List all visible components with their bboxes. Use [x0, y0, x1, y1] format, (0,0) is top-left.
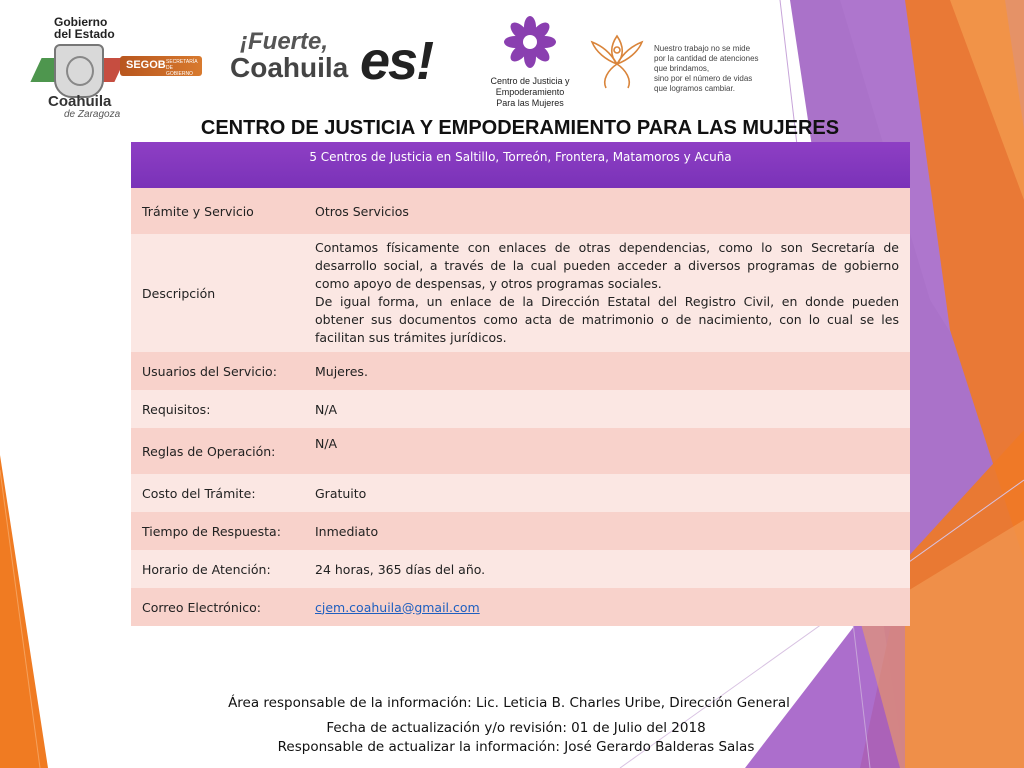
row-label: Reglas de Operación: — [131, 428, 304, 474]
slogan-line5: que logramos cambiar. — [654, 84, 735, 93]
footer-responsible-area: Área responsable de la información: Lic. Leticia B. Charles Uribe, Dirección General — [228, 695, 790, 711]
table-row — [131, 588, 910, 626]
coat-of-arms-icon — [54, 44, 104, 98]
gobierno-logo-state: Coahuila — [48, 93, 112, 110]
cjem-logo-line2: Empoderamiento — [495, 87, 565, 97]
row-label: Tiempo de Respuesta: — [131, 512, 304, 550]
row-value: Mujeres. — [304, 352, 910, 390]
row-label: Usuarios del Servicio: — [131, 352, 304, 390]
description-paragraph-1: Contamos físicamente con enlaces de otras dependencias, como lo son Secretaría de desarrollo social, a través de la cual pueden acceder a diversos programas de gobierno como apoyo de despensas, y otros programas sociales. — [315, 240, 899, 291]
table-row — [131, 234, 910, 352]
row-value — [304, 588, 910, 626]
cjem-logo-line1: Centro de Justicia y — [490, 76, 570, 86]
fuerte-logo-line1: ¡Fuerte, — [240, 28, 329, 55]
row-value: Gratuito — [304, 474, 910, 512]
cjem-logo — [480, 16, 580, 112]
table-row — [131, 428, 910, 474]
gobierno-logo-line2: del Estado — [54, 27, 115, 41]
row-label: Descripción — [131, 234, 304, 352]
row-value: Inmediato — [304, 512, 910, 550]
fuerte-coahuila-logo — [228, 28, 450, 98]
row-label: Requisitos: — [131, 390, 304, 428]
footer-update-responsible: Responsable de actualizar la información: José Gerardo Balderas Salas — [277, 739, 755, 755]
slogan-logo — [582, 30, 782, 96]
lotus-figure-icon — [586, 30, 648, 92]
segob-badge — [120, 56, 202, 76]
slogan-line1: Nuestro trabajo no se mide — [654, 44, 751, 53]
row-value: N/A — [304, 390, 910, 428]
fuerte-logo-line2: Coahuila — [230, 52, 349, 83]
table-row — [131, 474, 910, 512]
gobierno-logo-state-sub: de Zaragoza — [64, 109, 121, 120]
table-header: 5 Centros de Justicia en Saltillo, Torreón, Frontera, Matamoros y Acuña — [131, 142, 910, 188]
segob-sublabel: SECRETARÍA DE GOBIERNO — [166, 59, 198, 77]
row-label: Trámite y Servicio — [131, 188, 304, 234]
flower-icon — [504, 16, 556, 68]
slogan-line4: sino por el número de vidas — [654, 74, 753, 83]
slogan-line2: por la cantidad de atenciones — [654, 54, 759, 63]
service-info-table — [131, 142, 910, 626]
footer-update-date: Fecha de actualización y/o revisión: 01 de Julio del 2018 — [326, 720, 706, 736]
page-title: CENTRO DE JUSTICIA Y EMPODERAMIENTO PARA LAS MUJERES — [200, 117, 840, 139]
row-label: Horario de Atención: — [131, 550, 304, 588]
email-link[interactable]: cjem.coahuila@gmail.com — [315, 599, 480, 615]
cjem-logo-name — [480, 76, 580, 109]
row-label: Correo Electrónico: — [131, 588, 304, 626]
row-value: Otros Servicios — [304, 188, 910, 234]
row-value — [304, 234, 910, 352]
gobierno-logo-line1: Gobierno — [54, 15, 108, 29]
row-value: 24 horas, 365 días del año. — [304, 550, 910, 588]
table-row — [131, 390, 910, 428]
table-row — [131, 550, 910, 588]
description-paragraph-2: De igual forma, un enlace de la Dirección Estatal del Registro Civil, en donde pueden obtener sus documentos como acta de matrimonio o de nacimiento, con lo cual se les facilitan sus trámites jurídicos. — [315, 294, 899, 345]
table-header-row — [131, 142, 910, 188]
slogan-line3: que brindamos, — [654, 64, 710, 73]
cjem-logo-line3: Para las Mujeres — [496, 98, 564, 108]
gobierno-coahuila-logo — [34, 14, 204, 120]
row-label: Costo del Trámite: — [131, 474, 304, 512]
table-row — [131, 188, 910, 234]
table-row — [131, 352, 910, 390]
segob-label: SEGOB — [126, 59, 166, 71]
row-value: N/A — [304, 428, 910, 474]
slogan-text — [654, 44, 784, 94]
table-row — [131, 512, 910, 550]
fuerte-logo-es: es! — [360, 31, 433, 91]
